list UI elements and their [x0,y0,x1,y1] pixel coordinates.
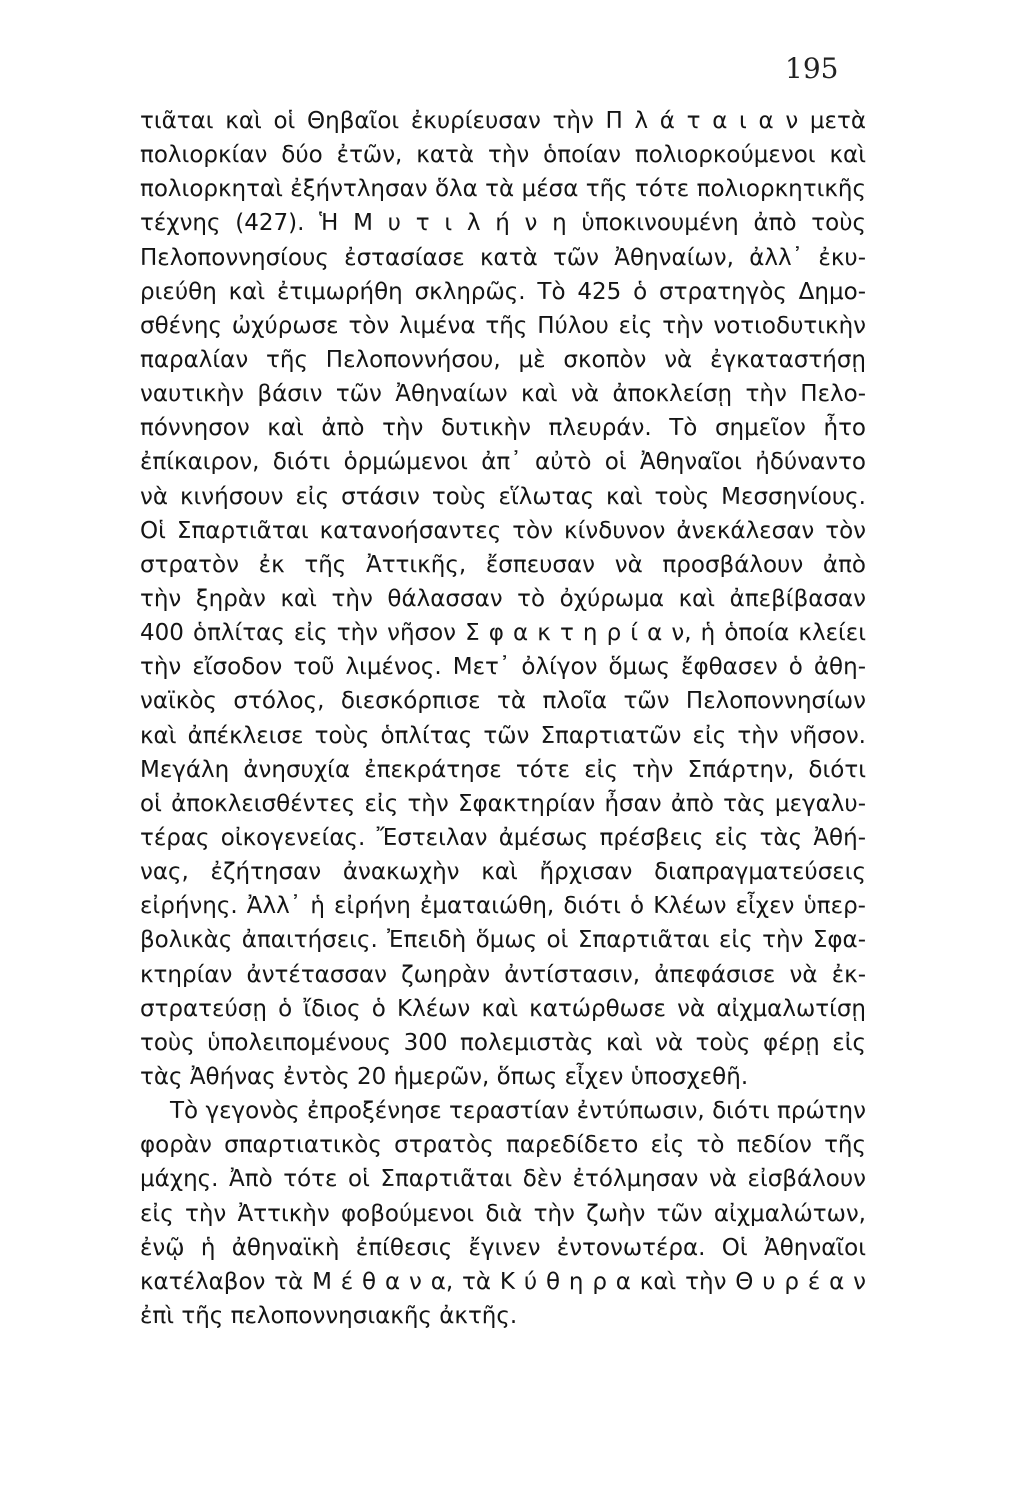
text-line: τέρας οἰκογενείας. Ἔστειλαν ἀμέσως πρέσβεις εἰς τὰς Ἀθή- [140,824,866,851]
text-line: κατέλαβον τὰ Μ έ θ α ν α, τὰ Κ ύ θ η ρ α καὶ τὴν Θ υ ρ έ α ν [140,1268,866,1295]
text-line: κτηρίαν ἀντέτασσαν ζωηρὰν ἀντίστασιν, ἀπεφάσισε νὰ ἐκ- [140,961,866,988]
body-text [140,104,866,1333]
text-line: τέχνης (427). Ἡ Μ υ τ ι λ ή ν η ὑποκινουμένη ἀπὸ τοὺς [140,210,866,237]
text-line: στρατὸν ἐκ τῆς Ἀττικῆς, ἔσπευσαν νὰ προσβάλουν ἀπὸ [140,551,866,578]
text-line: πόννησον καὶ ἀπὸ τὴν δυτικὴν πλευράν. Τὸ σημεῖον ἦτο [140,415,866,442]
page-number: 195 [785,52,839,85]
text-line: καὶ ἀπέκλεισε τοὺς ὁπλίτας τῶν Σπαρτιατῶν εἰς τὴν νῆσον. [140,722,866,749]
text-line: Μεγάλη ἀνησυχία ἐπεκράτησε τότε εἰς τὴν Σπάρτην, διότι [140,756,866,783]
text-line: στρατεύσῃ ὁ ἴδιος ὁ Κλέων καὶ κατώρθωσε νὰ αἰχμαλωτίσῃ [140,995,866,1022]
text-line: τιᾶται καὶ οἱ Θηβαῖοι ἐκυρίευσαν τὴν Π λ ά τ α ι α ν μετὰ [140,108,866,134]
text-line: σθένης ὠχύρωσε τὸν λιμένα τῆς Πύλου εἰς τὴν νοτιοδυτικὴν [140,312,866,339]
text-line: οἱ ἀποκλεισθέντες εἰς τὴν Σφακτηρίαν ἦσαν ἀπὸ τὰς μεγαλυ- [140,790,866,817]
text-line: 400 ὁπλίτας εἰς τὴν νῆσον Σ φ α κ τ η ρ ί α ν, ἡ ὁποία κλείει [140,620,866,647]
text-line: ναϊκὸς στόλος, διεσκόρπισε τὰ πλοῖα τῶν Πελοποννησίων [140,688,866,715]
text-line: ἐνῷ ἡ ἀθηναϊκὴ ἐπίθεσις ἔγινεν ἐντονωτέρα. Οἱ Ἀθηναῖοι [140,1234,866,1261]
text-line: Οἱ Σπαρτιᾶται κατανοήσαντες τὸν κίνδυνον ἀνεκάλεσαν τὸν [140,517,866,544]
text-line: φορὰν σπαρτιατικὸς στρατὸς παρεδίδετο εἰς τὸ πεδίον τῆς [140,1132,866,1159]
text-line: Πελοποννησίους ἐστασίασε κατὰ τῶν Ἀθηναίων, ἀλλ᾽ ἐκυ- [140,244,866,271]
text-line: πολιορκηταὶ ἐξήντλησαν ὅλα τὰ μέσα τῆς τότε πολιορκητικῆς [140,176,866,203]
text-line: πολιορκίαν δύο ἐτῶν, κατὰ τὴν ὁποίαν πολιορκούμενοι καὶ [140,142,866,169]
text-line: εἰς τὴν Ἀττικὴν φοβούμενοι διὰ τὴν ζωὴν τῶν αἰχμαλώτων, [140,1200,866,1227]
text-line: τὰς Ἀθήνας ἐντὸς 20 ἡμερῶν, ὅπως εἶχεν ὑποσχεθῆ. [140,1063,749,1090]
text-line: Τὸ γεγονὸς ἐπροξένησε τεραστίαν ἐντύπωσιν, διότι πρώτην [170,1098,866,1125]
text-line: βολικὰς ἀπαιτήσεις. Ἐπειδὴ ὅμως οἱ Σπαρτιᾶται εἰς τὴν Σφα- [140,927,866,954]
text-line: μάχης. Ἀπὸ τότε οἱ Σπαρτιᾶται δὲν ἐτόλμησαν νὰ εἰσβάλουν [140,1166,866,1193]
text-line: τὴν εἴσοδον τοῦ λιμένος. Μετ᾽ ὀλίγον ὅμως ἔφθασεν ὁ ἀθη- [140,654,866,681]
text-line: εἰρήνης. Ἀλλ᾽ ἡ εἰρήνη ἐματαιώθη, διότι ὁ Κλέων εἶχεν ὑπερ- [140,893,866,920]
text-line: ριεύθη καὶ ἐτιμωρήθη σκληρῶς. Τὸ 425 ὁ στρατηγὸς Δημο- [140,278,866,305]
text-line: παραλίαν τῆς Πελοποννήσου, μὲ σκοπὸν νὰ ἐγκαταστήσῃ [140,346,866,373]
text-line: τὴν ξηρὰν καὶ τὴν θάλασσαν τὸ ὀχύρωμα καὶ ἀπεβίβασαν [140,585,866,612]
text-line: νὰ κινήσουν εἰς στάσιν τοὺς εἵλωτας καὶ τοὺς Μεσσηνίους. [140,483,866,510]
text-line: ἐπίκαιρον, διότι ὁρμώμενοι ἀπ᾽ αὐτὸ οἱ Ἀθηναῖοι ἠδύναντο [140,449,866,476]
text-line: ἐπὶ τῆς πελοποννησιακῆς ἀκτῆς. [140,1302,518,1329]
text-line: τοὺς ὑπολειπομένους 300 πολεμιστὰς καὶ νὰ τοὺς φέρῃ εἰς [140,1029,866,1056]
text-line: ναυτικὴν βάσιν τῶν Ἀθηναίων καὶ νὰ ἀποκλείσῃ τὴν Πελο- [140,381,866,408]
text-line: νας, ἐζήτησαν ἀνακωχὴν καὶ ἤρχισαν διαπραγματεύσεις [140,859,866,886]
